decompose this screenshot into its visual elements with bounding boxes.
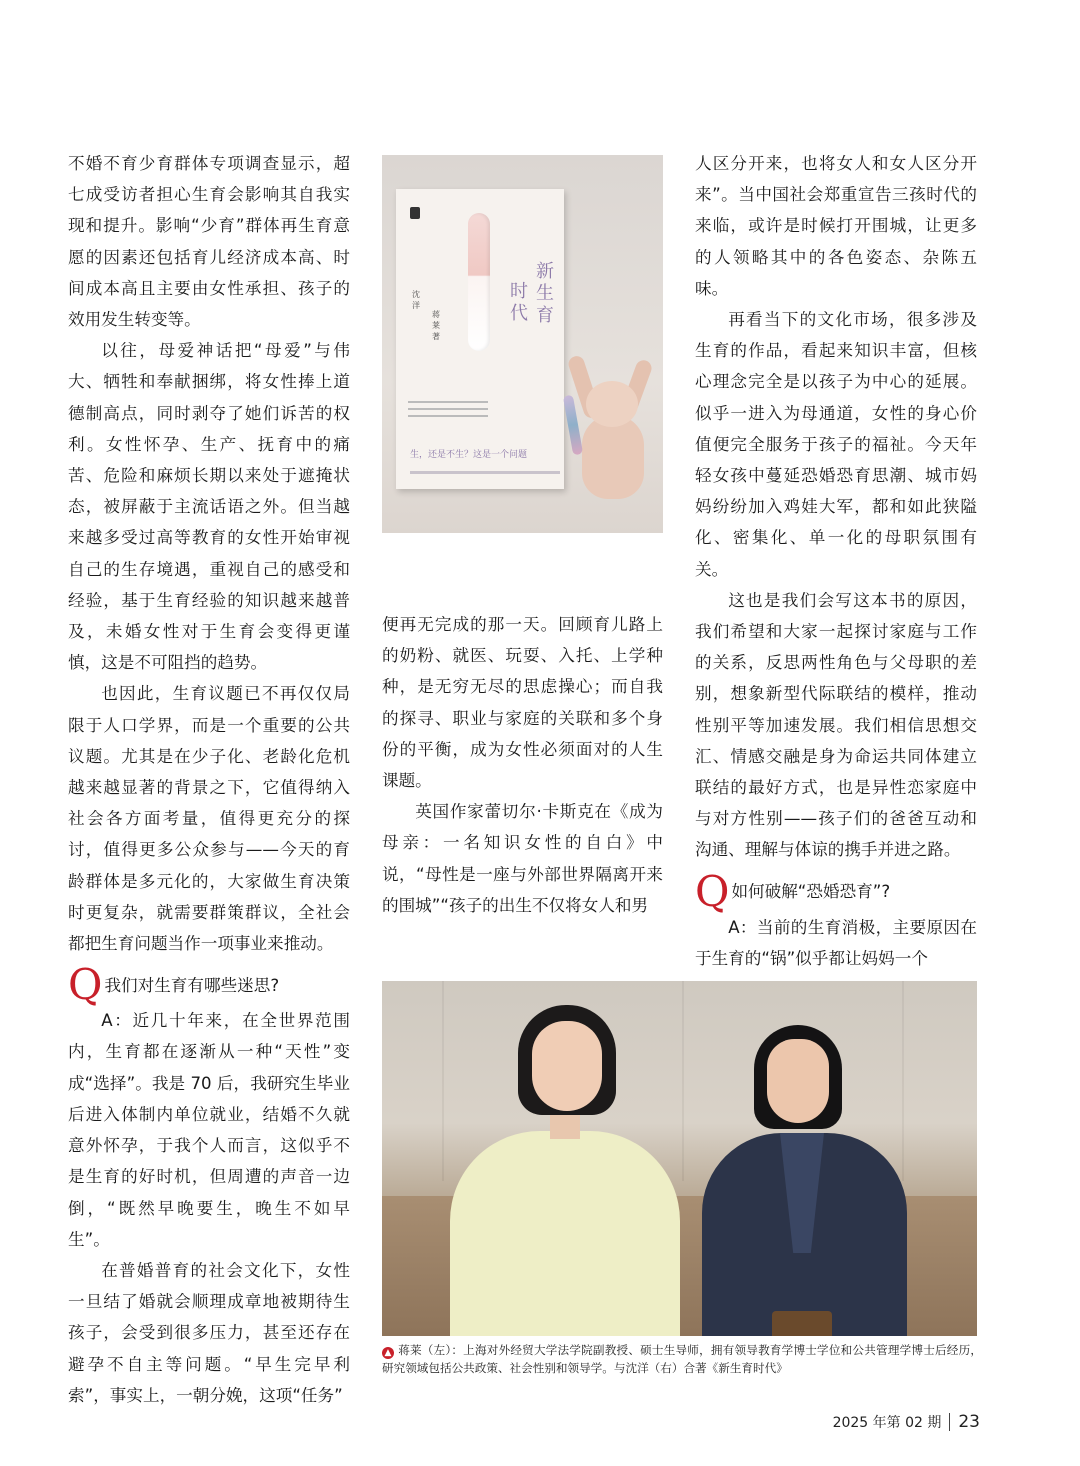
publisher-logo-icon bbox=[410, 207, 420, 219]
q-letter: Q bbox=[695, 866, 730, 916]
issue-label: 2025 年第 02 期 bbox=[832, 1415, 942, 1431]
book-author: 蒋莱著 bbox=[432, 310, 440, 341]
bottle-illustration bbox=[468, 213, 490, 351]
book-blurb bbox=[408, 401, 488, 429]
question-text: 我们对生育有哪些迷思? bbox=[104, 976, 280, 996]
q-letter: Q bbox=[68, 960, 103, 1010]
footer-divider bbox=[949, 1413, 950, 1431]
caption-text: 蒋莱（左）：上海对外经贸大学法学院副教授、硕士生导师，拥有领导教育学博士学位和公共管理学博士后经历，研究领域包括公共政策、社会性别和领导学。与沈洋（右）合著《新生育时代》 bbox=[382, 1343, 982, 1375]
book-author: 沈洋 bbox=[412, 290, 420, 310]
photo-caption bbox=[382, 1341, 982, 1377]
book-endorsers bbox=[410, 471, 560, 474]
paragraph: 这也是我们会写这本书的原因，我们希望和大家一起探讨家庭与工作的关系，反思两性角色与父母职的差别，想象新型代际联结的模样，推动性别平等加速发展。我们相信思想交汇、情感交融是身为命运共同体建立联结的最好方式，也是异性恋家庭中与对方性别——孩子们的爸爸互动和沟通、理解与体谅的携手并进之路。 bbox=[695, 590, 977, 860]
page-footer bbox=[830, 1410, 980, 1434]
column-left bbox=[68, 148, 350, 1411]
book-tagline: 生，还是不生？这是一个问题 bbox=[410, 450, 528, 460]
page-number: 23 bbox=[958, 1412, 980, 1432]
paragraph: A：当前的生育消极，主要原因在于生育的“锅”似乎都让妈妈一个 bbox=[695, 917, 977, 968]
paragraph: 在普婚普育的社会文化下，女性一旦结了婚就会顺理成章地被期待生孩子，会受到很多压力，甚至还存在避孕不自主等问题。“早生完早利索”，事实上，一朝分娩，这项“任务” bbox=[68, 1260, 350, 1405]
column-middle bbox=[382, 609, 663, 921]
paragraph: 也因此，生育议题已不再仅仅局限于人口学界，而是一个重要的公共议题。尤其是在少子化、老龄化危机越来越显著的背景之下，它值得纳入社会各方面考量，值得更充分的探讨，值得更多公众参与——今天的育龄群体是多元化的，大家做生育决策时更复杂，就需要群策群议，全社会都把生育问题当作一项事业来推动。 bbox=[68, 684, 350, 954]
question-text: 如何破解“恐婚恐育”? bbox=[731, 882, 891, 902]
authors-photo bbox=[382, 981, 977, 1336]
book-cover bbox=[396, 189, 564, 489]
paragraph: 英国作家蕾切尔·卡斯克在《成为母亲：一名知识女性的自白》中说，“母性是一座与外部世界隔离开来的围城”“孩子的出生不仅将女人和男 bbox=[382, 802, 663, 915]
paragraph: 人区分开来，也将女人和女人区分开来”。当中国社会郑重宣告三孩时代的来临，或许是时候打开围城，让更多的人领略其中的各色姿态、杂陈五味。 bbox=[695, 154, 977, 298]
paragraph: A：近几十年来，在全世界范围内，生育都在逐渐从一种“天性”变成“选择”。我是 70 后，我研究生毕业后进入体制内单位就业，结婚不久就意外怀孕，于我个人而言，这似乎不是生育的好时机，但周遭的声音一边倒，“既然早晚要生，晚生不如早生”。 bbox=[68, 1011, 350, 1249]
bunny-toy bbox=[564, 355, 652, 505]
paragraph: 不婚不育少育群体专项调查显示，超七成受访者担心生育会影响其自我实现和提升。影响“少育”群体再生育意愿的因素还包括育儿经济成本高、时间成本高且主要由女性承担、孩子的效用发生转变等。 bbox=[68, 154, 350, 330]
book-title-line2: 时代 bbox=[510, 281, 528, 324]
book-photo bbox=[382, 155, 663, 533]
column-right bbox=[695, 148, 977, 974]
paragraph: 再看当下的文化市场，很多涉及生育的作品，看起来知识丰富，但核心理念完全是以孩子为中心的延展。似乎一进入为母通道，女性的身心价值便完全服务于孩子的福祉。今天年轻女孩中蔓延恐婚恐育思潮、城市妈妈纷纷加入鸡娃大军，都和如此狭隘化、密集化、单一化的母职氛围有关。 bbox=[695, 310, 977, 579]
arrow-up-icon: ▲ bbox=[382, 1347, 394, 1359]
paragraph: 以往，母爱神话把“母爱”与伟大、牺牲和奉献捆绑，将女性捧上道德制高点，同时剥夺了她们诉苦的权利。女性怀孕、生产、抚育中的痛苦、危险和麻烦长期以来处于遮掩状态，被屏蔽于主流话语之外。但当越来越多受过高等教育的女性开始审视自己的生存境遇，重视自己的感受和经验，基于生育经验的知识越来越普及，未婚女性对于生育会变得更谨慎，这是不可阻挡的趋势。 bbox=[68, 341, 350, 673]
question-heading bbox=[68, 960, 350, 1010]
question-heading bbox=[695, 866, 977, 916]
paragraph: 便再无完成的那一天。回顾育儿路上的奶粉、就医、玩耍、入托、上学种种，是无穷无尽的思虑操心；而自我的探寻、职业与家庭的关联和多个身份的平衡，成为女性必须面对的人生课题。 bbox=[382, 615, 663, 791]
book-title: 新生育 bbox=[536, 261, 554, 326]
